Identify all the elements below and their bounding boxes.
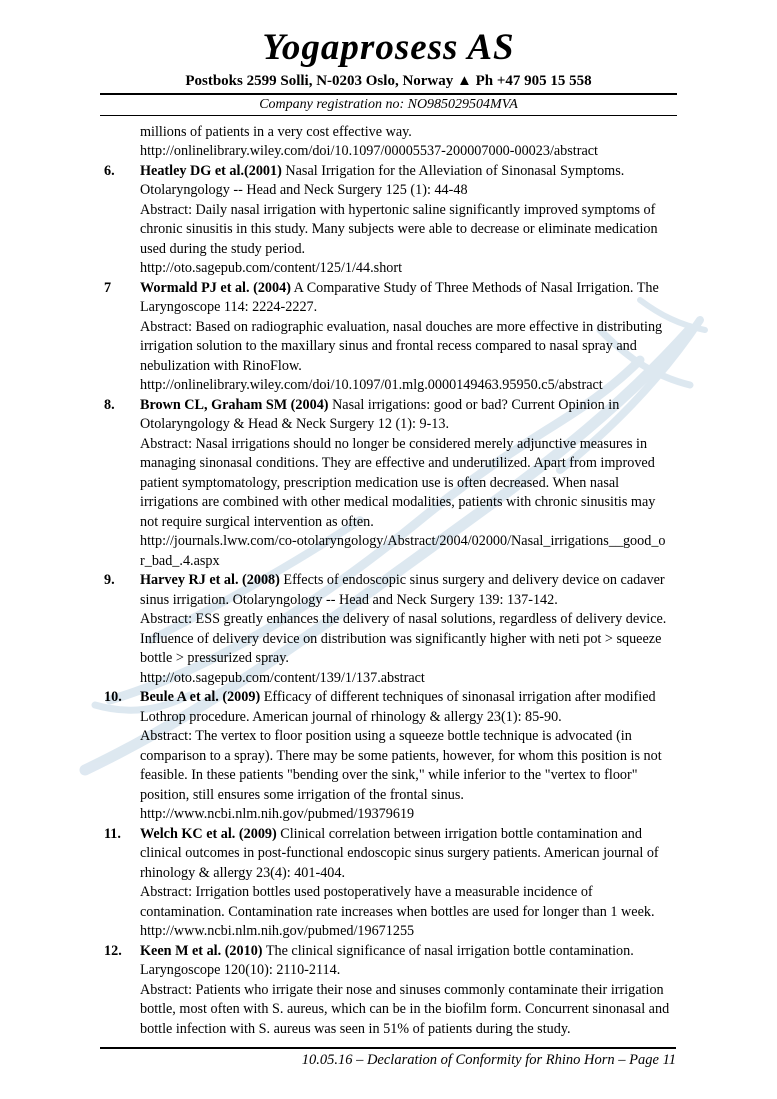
reference-url-link[interactable]: http://onlinelibrary.wiley.com/doi/10.1097/01.mlg.0000149463.95950.c5/abstract [140,377,603,394]
reference-abstract: Abstract: Patients who irrigate their nose and sinuses commonly contaminate their irrigation bottle, most often with S. aureus, which can be in the biofilm form. Concurrent sinonasal and bottle infection with S. aureus was seen in 51% of patients during the study. [140,981,670,1037]
reference-number: 7 [104,279,112,296]
reference-authors: Heatley DG et al.(2001) [140,162,282,179]
reference-citation [140,279,670,318]
reference-title: Effects of endoscopic sinus surgery and delivery device on cadaver sinus irrigation. Otolaryngology -- Head and Neck Surgery 139: 137-142. [140,572,665,608]
reference-title: Efficacy of different techniques of sinonasal irrigation after modified Lothrop procedure. American journal of rhinology & allergy 23(1): 85-90. [140,689,656,725]
reference-authors: Welch KC et al. (2009) [140,825,277,842]
reference-body [140,825,670,942]
reference-abstract: Abstract: Daily nasal irrigation with hypertonic saline significantly improved symptoms of chronic sinusitis in this study. Many subjects were able to decrease or eliminate medication used during the study period. [140,201,658,257]
reference-citation [140,688,670,727]
reference-citation [140,162,670,201]
reference-number: 8. [104,396,115,413]
header-divider-top [100,93,677,95]
reference-item [104,825,670,942]
reference-body [140,688,670,825]
reference-authors: Keen M et al. (2010) [140,942,263,959]
reference-body [140,162,670,279]
reference-number: 9. [104,572,115,589]
reference-body [140,942,670,1040]
reference-title: The clinical significance of nasal irrigation bottle contamination. Laryngoscope 120(10): 2110-2114. [140,942,634,979]
reference-title: Nasal irrigations: good or bad? Current Opinion in Otolaryngology & Head & Neck Surgery 12 (1): 9-13. [140,396,620,433]
reference-title: Clinical correlation between irrigation bottle contamination and clinical outcomes in post-functional endoscopic sinus surgery patients. American journal of rhinology & allergy 23(4): 401-404. [140,825,659,881]
reference-abstract: Abstract: Based on radiographic evaluation, nasal douches are more effective in distributing irrigation solution to the maxillary sinus and frontal recess compared to nasal spray and nebulization with RinoFlow. [140,318,663,374]
reference-authors: Beule A et al. (2009) [140,689,261,706]
reference-number: 6. [104,162,115,179]
reference-list [0,116,777,1040]
page-footer [100,1047,676,1069]
reference-item [104,279,670,396]
carryover-url-link[interactable]: http://onlinelibrary.wiley.com/doi/10.1097/00005537-200007000-00023/abstract [140,143,599,160]
footer-text: 10.05.16 – Declaration of Conformity for Rhino Horn – Page 11 [301,1052,676,1068]
reference-abstract: Abstract: Nasal irrigations should no longer be considered merely adjunctive measures in managing sinonasal conditions. They are effective and underutilized. Apart from improved patient symptomatology, prescription medication use is often decreased. When nasal irrigations are combined with other medical modalities, patients with chronic sinusitis may not require surgical intervention as often. [140,435,656,530]
reference-number: 11. [104,825,121,842]
reference-number: 10. [104,689,122,706]
reference-abstract: Abstract: The vertex to floor position using a squeeze bottle technique is advocated (in comparison to a spray). There may be some patients, however, for whom this position is not feasible. In these patients "bending over the sink," while inferior to the "vertex to floor" position, still ensures some irrigation of the frontal sinus. [140,728,662,803]
reference-url-link[interactable]: http://oto.sagepub.com/content/139/1/137.abstract [140,669,425,686]
reference-item [104,396,670,572]
reference-url-link[interactable]: http://oto.sagepub.com/content/125/1/44.short [140,260,403,277]
reference-number: 12. [104,942,122,959]
footer-divider [100,1047,676,1049]
reference-url-link[interactable]: http://www.ncbi.nlm.nih.gov/pubmed/19379619 [140,806,415,823]
carryover-text: millions of patients in a very cost effective way. [140,123,412,140]
reference-body [140,396,670,572]
reference-url-link[interactable]: http://www.ncbi.nlm.nih.gov/pubmed/19671255 [140,923,415,940]
company-logo: Yogaprosess AS [262,27,515,68]
reference-abstract: Abstract: Irrigation bottles used postoperatively have a measurable incidence of contamination. Contamination rate increases when bottles are used for longer than 1 week. [140,884,655,920]
reference-item [104,688,670,825]
reference-authors: Brown CL, Graham SM (2004) [140,396,329,413]
reference-item [104,942,670,1040]
reference-abstract: Abstract: ESS greatly enhances the delivery of nasal solutions, regardless of delivery device. Influence of delivery device on distribution was significantly higher with neti pot > squeeze bottle > pressurized spray. [140,611,667,667]
reference-url-link[interactable]: http://journals.lww.com/co-otolaryngology/Abstract/2004/02000/Nasal_irrigations__good_or_bad_.4.aspx [140,533,666,569]
reference-citation [140,571,670,610]
reference-item [104,571,670,688]
company-address: Postboks 2599 Solli, N-0203 Oslo, Norway ▲ Ph +47 905 15 558 [185,72,592,89]
reference-citation [140,396,670,435]
letterhead [0,0,777,116]
reference-citation [140,942,670,981]
reference-item [104,162,670,279]
reference-authors: Wormald PJ et al. (2004) [140,279,291,296]
reference-body [140,279,670,396]
reference-title: A Comparative Study of Three Methods of Nasal Irrigation. The Laryngoscope 114: 2224-2227. [140,279,659,316]
carryover-paragraph [140,123,670,162]
reference-authors: Harvey RJ et al. (2008) [140,572,280,589]
company-registration: Company registration no: NO985029504MVA [259,96,518,112]
reference-citation [140,825,670,884]
reference-title: Nasal Irrigation for the Alleviation of Sinonasal Symptoms. Otolaryngology -- Head and Neck Surgery 125 (1): 44-48 [140,162,625,199]
reference-body [140,571,670,688]
